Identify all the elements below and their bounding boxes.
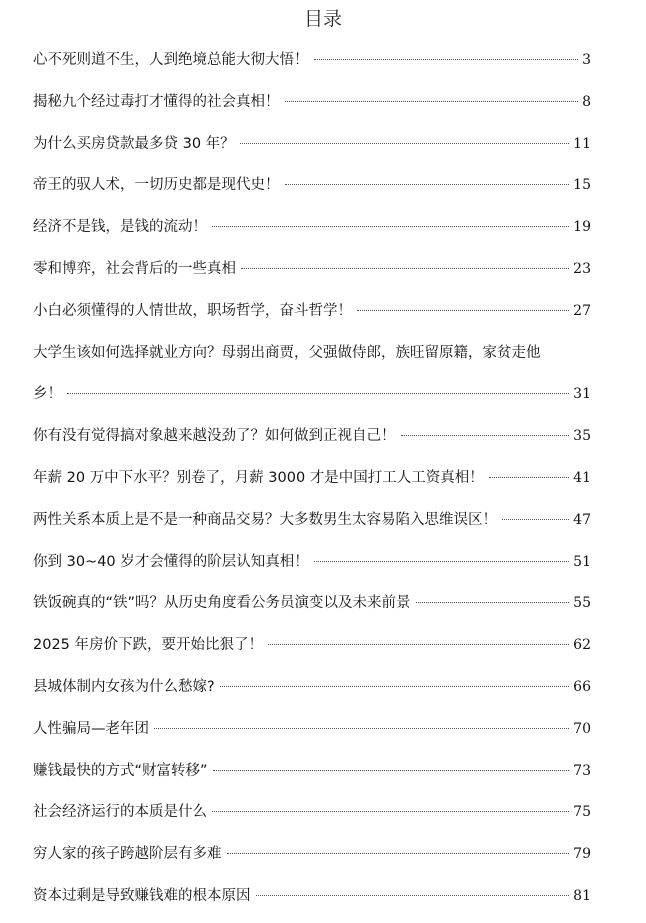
toc-title: 目录 [303, 8, 342, 30]
toc-entry-page: 27 [573, 302, 591, 319]
dot-leader [285, 184, 570, 185]
toc-entry-page: 15 [573, 177, 591, 194]
toc-entry[interactable] [33, 545, 591, 587]
toc-entry-title: 年薪 20 万中下水平？别卷了，月薪 3000 才是中国打工人工资真相！ [33, 469, 484, 486]
dot-leader [212, 226, 569, 227]
toc-list [33, 43, 591, 921]
toc-entry-title: 帝王的驭人术，一切历史都是现代史！ [33, 177, 280, 194]
toc-entry-title: 揭秘九个经过毒打才懂得的社会真相！ [33, 93, 280, 110]
toc-entry-title: 社会经济运行的本质是什么 [33, 804, 207, 821]
toc-entry-page: 75 [573, 804, 591, 821]
dot-leader [212, 811, 569, 812]
dot-leader [67, 393, 569, 394]
toc-entry-title: 心不死则道不生，人到绝境总能大彻大悟！ [33, 52, 309, 68]
toc-entry-page: 66 [573, 678, 591, 695]
toc-entry-title: 铁饭碗真的“铁”吗？从历史角度看公务员演变以及未来前景 [33, 595, 411, 612]
toc-entry-page: 55 [573, 595, 591, 612]
toc-entry[interactable] [33, 461, 591, 503]
toc-entry-title: 赚钱最快的方式“财富转移” [33, 762, 208, 779]
toc-entry-line2 [33, 377, 591, 419]
toc-entry-title: 经济不是钱，是钱的流动！ [33, 219, 207, 236]
dot-leader [314, 561, 569, 562]
toc-entry[interactable] [33, 336, 591, 420]
toc-entry[interactable] [33, 712, 591, 754]
toc-entry-page: 11 [573, 135, 591, 152]
toc-entry-title: 为什么买房贷款最多贷 30 年？ [33, 135, 235, 152]
toc-entry-page: 70 [573, 720, 591, 737]
toc-entry[interactable] [33, 586, 591, 628]
toc-entry[interactable] [33, 628, 591, 670]
toc-entry-page: 79 [573, 846, 591, 863]
dot-leader [227, 853, 570, 854]
dot-leader [285, 101, 579, 102]
toc-entry[interactable] [33, 670, 591, 712]
toc-entry-title: 你到 30~40 岁才会懂得的阶层认知真相！ [33, 553, 309, 570]
toc-entry-title-line2: 乡！ [33, 386, 62, 403]
toc-entry-title: 穷人家的孩子跨越阶层有多难 [33, 846, 222, 863]
toc-entry-page: 31 [573, 386, 591, 403]
toc-entry-title: 县城体制内女孩为什么愁嫁? [33, 678, 215, 695]
dot-leader [314, 59, 579, 60]
toc-entry-title: 2025 年房价下跌，要开始比狠了！ [33, 637, 264, 654]
toc-entry[interactable] [33, 294, 591, 336]
toc-entry[interactable] [33, 503, 591, 545]
dot-leader [502, 519, 569, 520]
toc-entry[interactable] [33, 210, 591, 252]
toc-entry-title: 两性关系本质上是不是一种商品交易？大多数男生太容易陷入思维误区！ [33, 511, 497, 528]
dot-leader [401, 435, 570, 436]
dot-leader [241, 268, 569, 269]
toc-entry-title: 小白必须懂得的人情世故，职场哲学，奋斗哲学！ [33, 302, 352, 319]
toc-entry-page: 23 [573, 260, 591, 277]
dot-leader [357, 310, 569, 311]
toc-entry-page: 3 [582, 52, 591, 68]
toc-entry[interactable] [33, 795, 591, 837]
toc-entry[interactable] [33, 168, 591, 210]
dot-leader [489, 477, 569, 478]
toc-entry[interactable] [33, 837, 591, 879]
dot-leader [154, 728, 569, 729]
toc-entry-page: 62 [573, 637, 591, 654]
toc-entry-title: 资本过剩是导致赚钱难的根本原因 [33, 887, 251, 904]
toc-entry[interactable] [33, 252, 591, 294]
toc-entry-page: 51 [573, 553, 591, 570]
toc-entry-page: 19 [573, 219, 591, 236]
toc-entry[interactable] [33, 879, 591, 921]
toc-entry[interactable] [33, 85, 591, 127]
toc-entry-page: 81 [573, 887, 591, 904]
toc-entry[interactable] [33, 127, 591, 169]
toc-entry-page: 41 [573, 469, 591, 486]
toc-entry-page: 73 [573, 762, 591, 779]
toc-entry[interactable] [33, 419, 591, 461]
dot-leader [220, 686, 569, 687]
toc-entry-title: 零和博弈，社会背后的一些真相 [33, 260, 236, 277]
toc-entry-page: 8 [582, 93, 591, 110]
toc-entry-page: 47 [573, 511, 591, 528]
dot-leader [256, 895, 570, 896]
toc-entry-page: 35 [573, 428, 591, 445]
dot-leader [240, 143, 570, 144]
toc-entry[interactable] [33, 754, 591, 796]
dot-leader [268, 644, 569, 645]
dot-leader [213, 770, 570, 771]
dot-leader [416, 602, 570, 603]
toc-entry-title-line1: 大学生该如何选择就业方向？母弱出商贾，父强做侍郎，族旺留原籍，家贫走他 [33, 344, 541, 361]
toc-entry-title: 你有没有觉得搞对象越来越没劲了？如何做到正视自己！ [33, 428, 396, 445]
toc-entry-title: 人性骗局—老年团 [33, 720, 149, 737]
toc-entry[interactable] [33, 43, 591, 85]
